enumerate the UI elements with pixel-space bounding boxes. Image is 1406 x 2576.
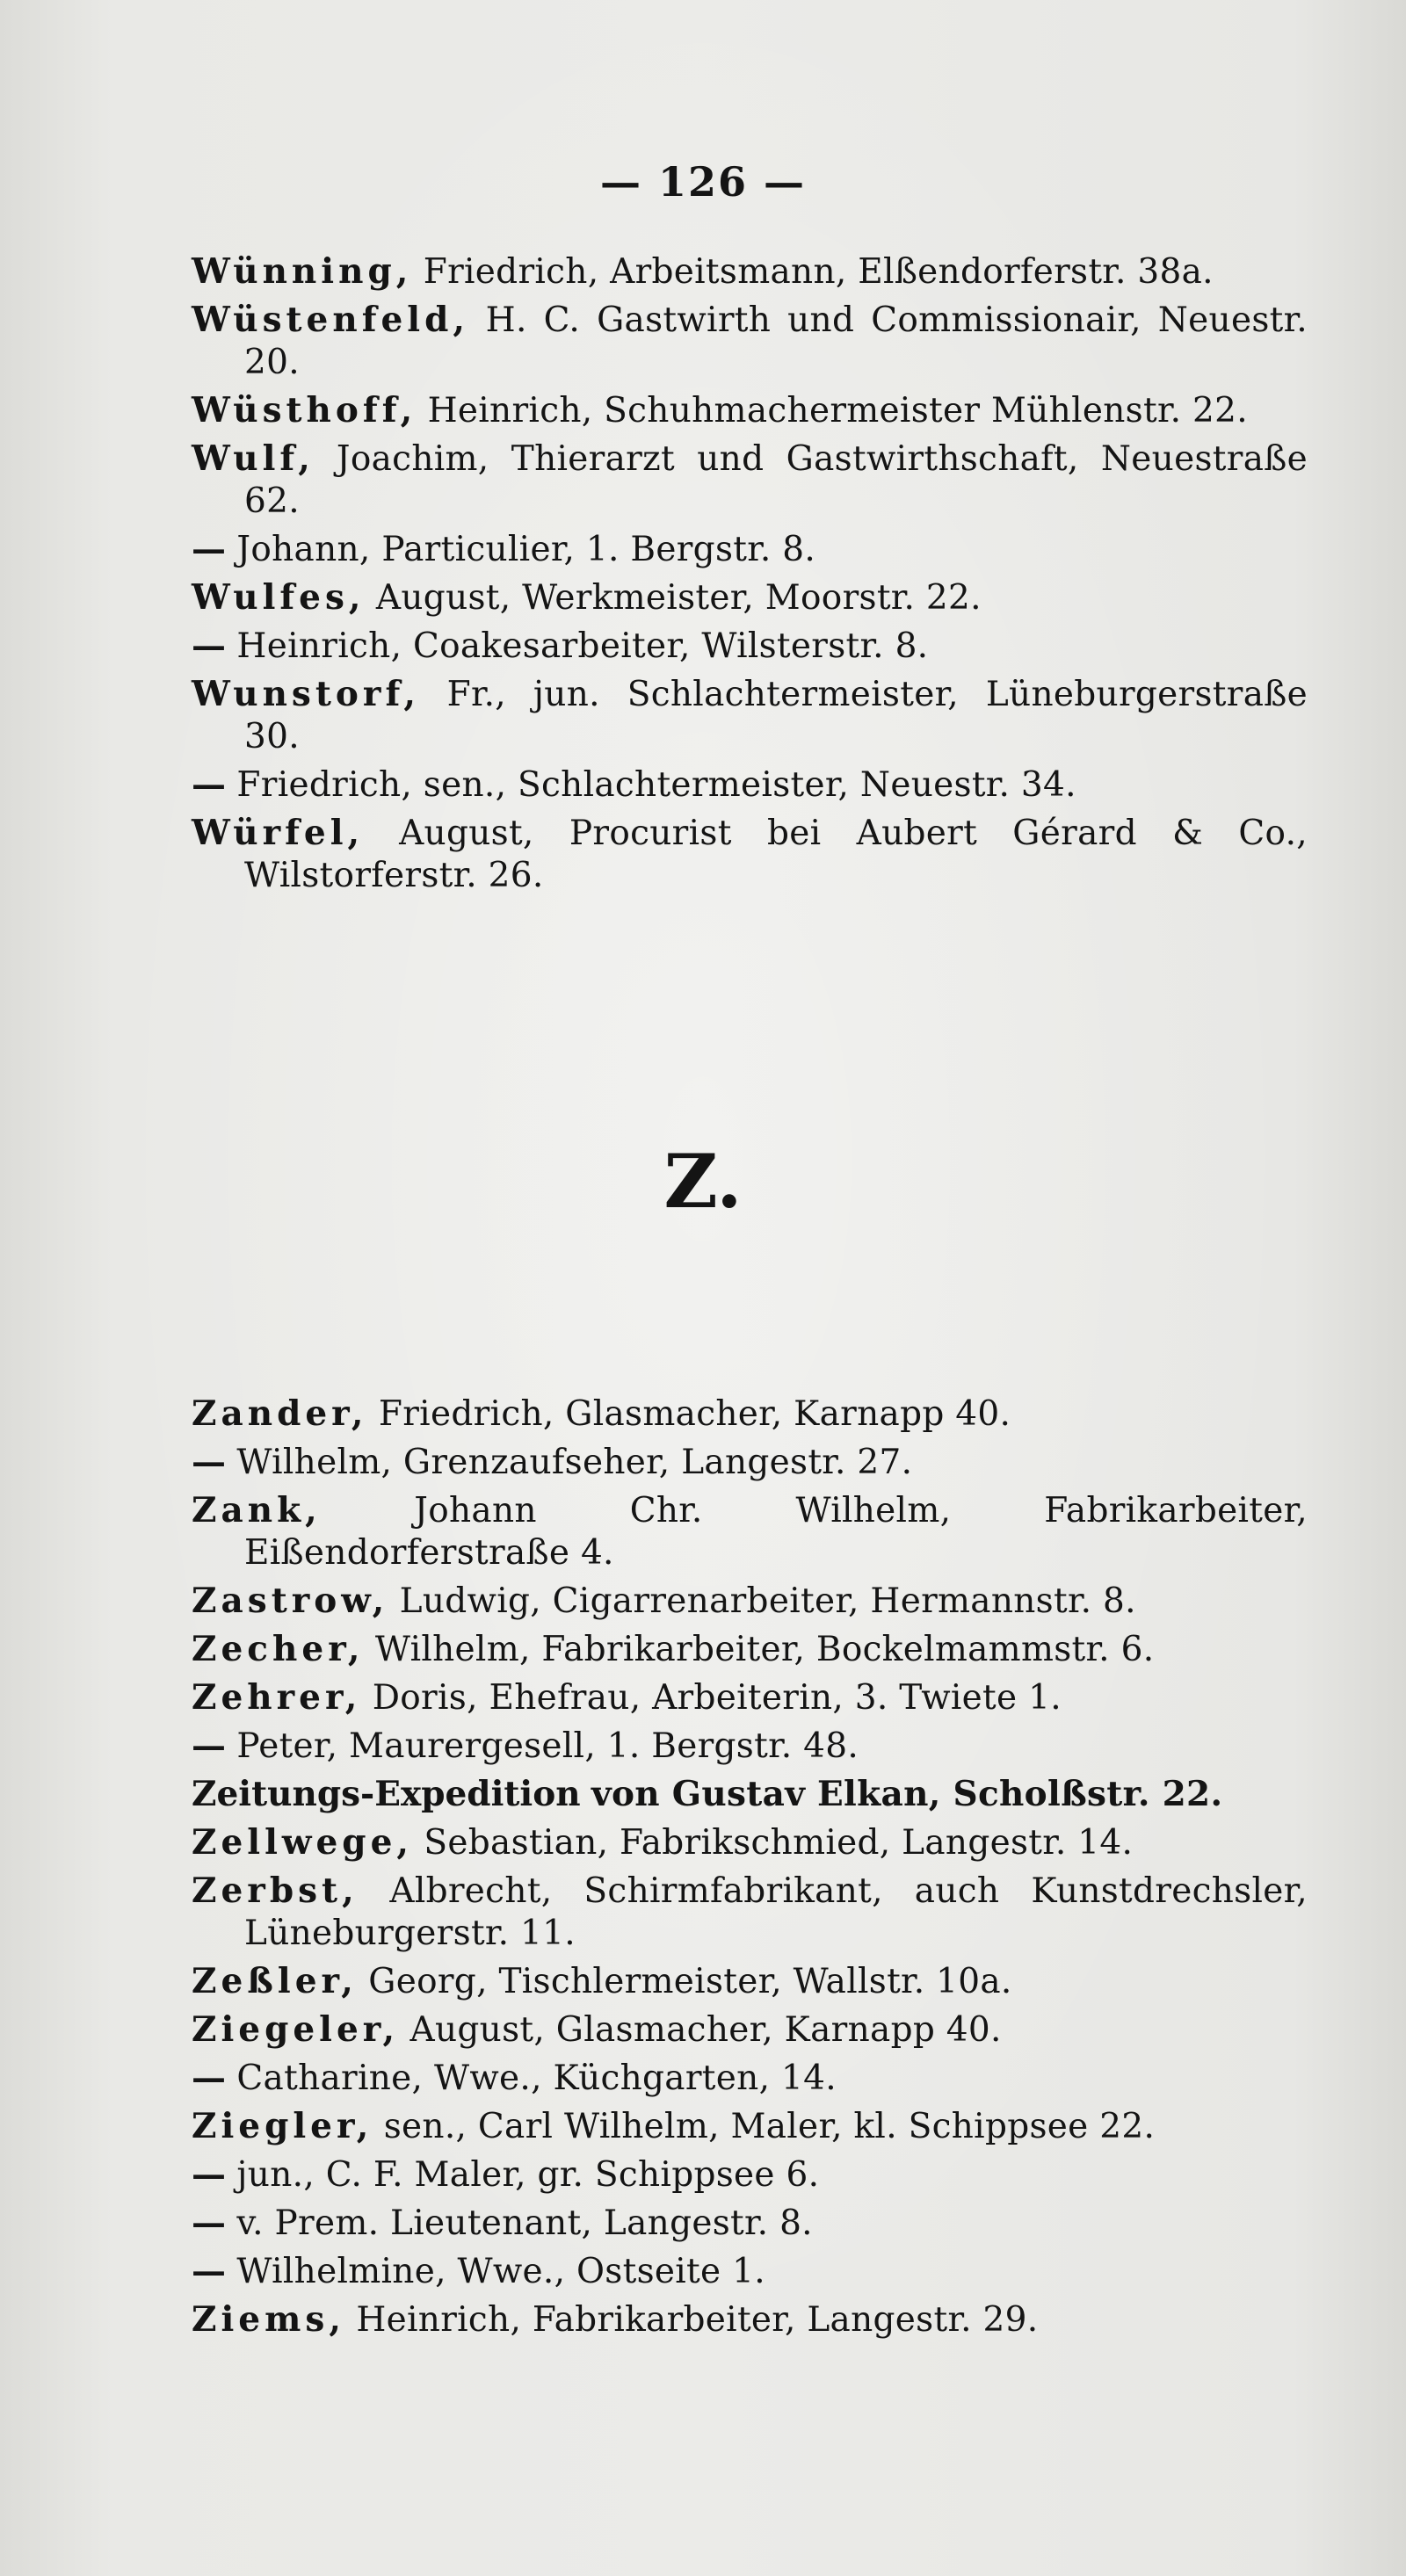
list-item bbox=[192, 1441, 1308, 1484]
entry-details: Catharine, Wwe., Küchgarten, 14. bbox=[236, 2059, 837, 2098]
entry-details: Johann, Particulier, 1. Bergstr. 8. bbox=[236, 530, 816, 569]
entry-surname: Wulf, bbox=[192, 438, 315, 479]
entry-surname: Zeitungs-Expedition bbox=[192, 1774, 581, 1814]
list-item bbox=[192, 438, 1308, 523]
list-item bbox=[192, 2153, 1308, 2196]
entry-surname: — bbox=[192, 2154, 226, 2195]
entry-surname: Ziegeler, bbox=[192, 2009, 400, 2050]
entry-details: jun., C. F. Maler, gr. Schippsee 6. bbox=[236, 2155, 820, 2195]
entry-surname: Wüstenfeld, bbox=[192, 300, 469, 340]
entry-surname: — bbox=[192, 1442, 226, 1482]
list-item bbox=[192, 763, 1308, 807]
entry-details: Wilhelmine, Wwe., Ostseite 1. bbox=[236, 2252, 765, 2291]
entry-details: Heinrich, Fabrikarbeiter, Langestr. 29. bbox=[356, 2300, 1039, 2340]
entry-surname: Zehrer, bbox=[192, 1677, 362, 1718]
entry-details: Wilhelm, Fabrikarbeiter, Bockelmammstr. 6. bbox=[374, 1630, 1155, 1669]
entry-details: Friedrich, Arbeitsmann, Elßendorferstr. 38a. bbox=[423, 252, 1214, 292]
list-item bbox=[192, 528, 1308, 571]
list-item bbox=[192, 2250, 1308, 2293]
entry-details: Heinrich, Coakesarbeiter, Wilsterstr. 8. bbox=[236, 626, 929, 666]
list-item bbox=[192, 389, 1308, 432]
list-item bbox=[192, 576, 1308, 619]
entry-details: Sebastian, Fabrikschmied, Langestr. 14. bbox=[424, 1823, 1134, 1863]
entry-details: August, Werkmeister, Moorstr. 22. bbox=[375, 578, 982, 618]
section-heading-letter: Z. bbox=[663, 1138, 743, 1225]
entry-details: Fr., jun. Schlachtermeister, Lüneburgerstraße 30. bbox=[244, 675, 1308, 756]
list-item bbox=[192, 1821, 1308, 1864]
entry-surname: Zerbst, bbox=[192, 1870, 359, 1911]
entry-surname: — bbox=[192, 1726, 226, 1766]
entry-details: Friedrich, sen., Schlachtermeister, Neuestr. 34. bbox=[236, 765, 1076, 805]
list-item bbox=[192, 250, 1308, 293]
list-item bbox=[192, 299, 1308, 384]
entry-details: Heinrich, Schuhmachermeister Mühlenstr. 22. bbox=[427, 391, 1248, 431]
entry-details: Peter, Maurergesell, 1. Bergstr. 48. bbox=[236, 1726, 859, 1766]
list-item bbox=[192, 1489, 1308, 1574]
entry-details: Wilhelm, Grenzaufseher, Langestr. 27. bbox=[236, 1443, 913, 1482]
entry-details: Georg, Tischlermeister, Wallstr. 10a. bbox=[368, 1962, 1012, 2001]
entry-surname: — bbox=[192, 2251, 226, 2291]
entry-surname: Zank, bbox=[192, 1490, 322, 1530]
entry-details: von Gustav Elkan, Scholßstr. 22. bbox=[591, 1774, 1223, 1814]
entry-surname: Ziegler, bbox=[192, 2106, 373, 2146]
entry-details: Doris, Ehefrau, Arbeiterin, 3. Twiete 1. bbox=[372, 1678, 1062, 1718]
list-item bbox=[192, 673, 1308, 758]
entry-surname: Wunstorf, bbox=[192, 674, 420, 714]
list-item bbox=[192, 2105, 1308, 2148]
entry-surname: Zecher, bbox=[192, 1629, 365, 1669]
entry-surname: Zeßler, bbox=[192, 1961, 358, 2001]
entry-details: August, Procurist bei Aubert Gérard & Co., Wilstorferstr. 26. bbox=[244, 814, 1308, 895]
entry-surname: — bbox=[192, 2203, 226, 2243]
list-item bbox=[192, 1393, 1308, 1436]
entry-details: Friedrich, Glasmacher, Karnapp 40. bbox=[378, 1394, 1011, 1434]
list-item bbox=[192, 1580, 1308, 1623]
entry-surname: Zander, bbox=[192, 1393, 368, 1434]
entry-details: v. Prem. Lieutenant, Langestr. 8. bbox=[236, 2203, 813, 2243]
list-item bbox=[192, 1870, 1308, 1955]
list-item bbox=[192, 2298, 1308, 2341]
list-item bbox=[192, 2008, 1308, 2051]
list-item bbox=[192, 2057, 1308, 2100]
entry-surname: — bbox=[192, 764, 226, 805]
entry-details: Johann Chr. Wilhelm, Fabrikarbeiter, Eißendorferstraße 4. bbox=[244, 1491, 1308, 1573]
entry-surname: Wünning, bbox=[192, 251, 413, 292]
list-item bbox=[192, 812, 1308, 897]
directory-entries-w bbox=[192, 250, 1308, 902]
entry-details: Ludwig, Cigarrenarbeiter, Hermannstr. 8. bbox=[399, 1581, 1136, 1621]
entry-surname: — bbox=[192, 626, 226, 666]
entry-details: H. C. Gastwirth und Commissionair, Neuestr. 20. bbox=[244, 300, 1308, 382]
entry-details: sen., Carl Wilhelm, Maler, kl. Schippsee 22. bbox=[383, 2107, 1156, 2146]
entry-surname: Ziems, bbox=[192, 2299, 345, 2340]
list-item bbox=[192, 1960, 1308, 2003]
entry-surname: Würfel, bbox=[192, 813, 365, 853]
list-item bbox=[192, 625, 1308, 668]
entry-surname: — bbox=[192, 2058, 226, 2098]
entry-surname: Zastrow, bbox=[192, 1581, 389, 1621]
entry-details: August, Glasmacher, Karnapp 40. bbox=[409, 2010, 1002, 2050]
entry-surname: Wüsthoff, bbox=[192, 390, 417, 431]
page-number: — 126 — bbox=[599, 158, 807, 206]
entry-surname: Zellwege, bbox=[192, 1822, 413, 1863]
list-item bbox=[192, 1676, 1308, 1719]
list-item bbox=[192, 2202, 1308, 2245]
list-item bbox=[192, 1773, 1308, 1816]
list-item bbox=[192, 1628, 1308, 1671]
list-item bbox=[192, 1725, 1308, 1768]
entry-details: Albrecht, Schirmfabrikant, auch Kunstdrechsler, Lüneburgerstr. 11. bbox=[244, 1871, 1308, 1953]
entry-surname: — bbox=[192, 529, 226, 569]
directory-entries-z bbox=[192, 1393, 1308, 2347]
entry-surname: Wulfes, bbox=[192, 577, 366, 618]
entry-details: Joachim, Thierarzt und Gastwirthschaft, Neuestraße 62. bbox=[244, 439, 1308, 521]
